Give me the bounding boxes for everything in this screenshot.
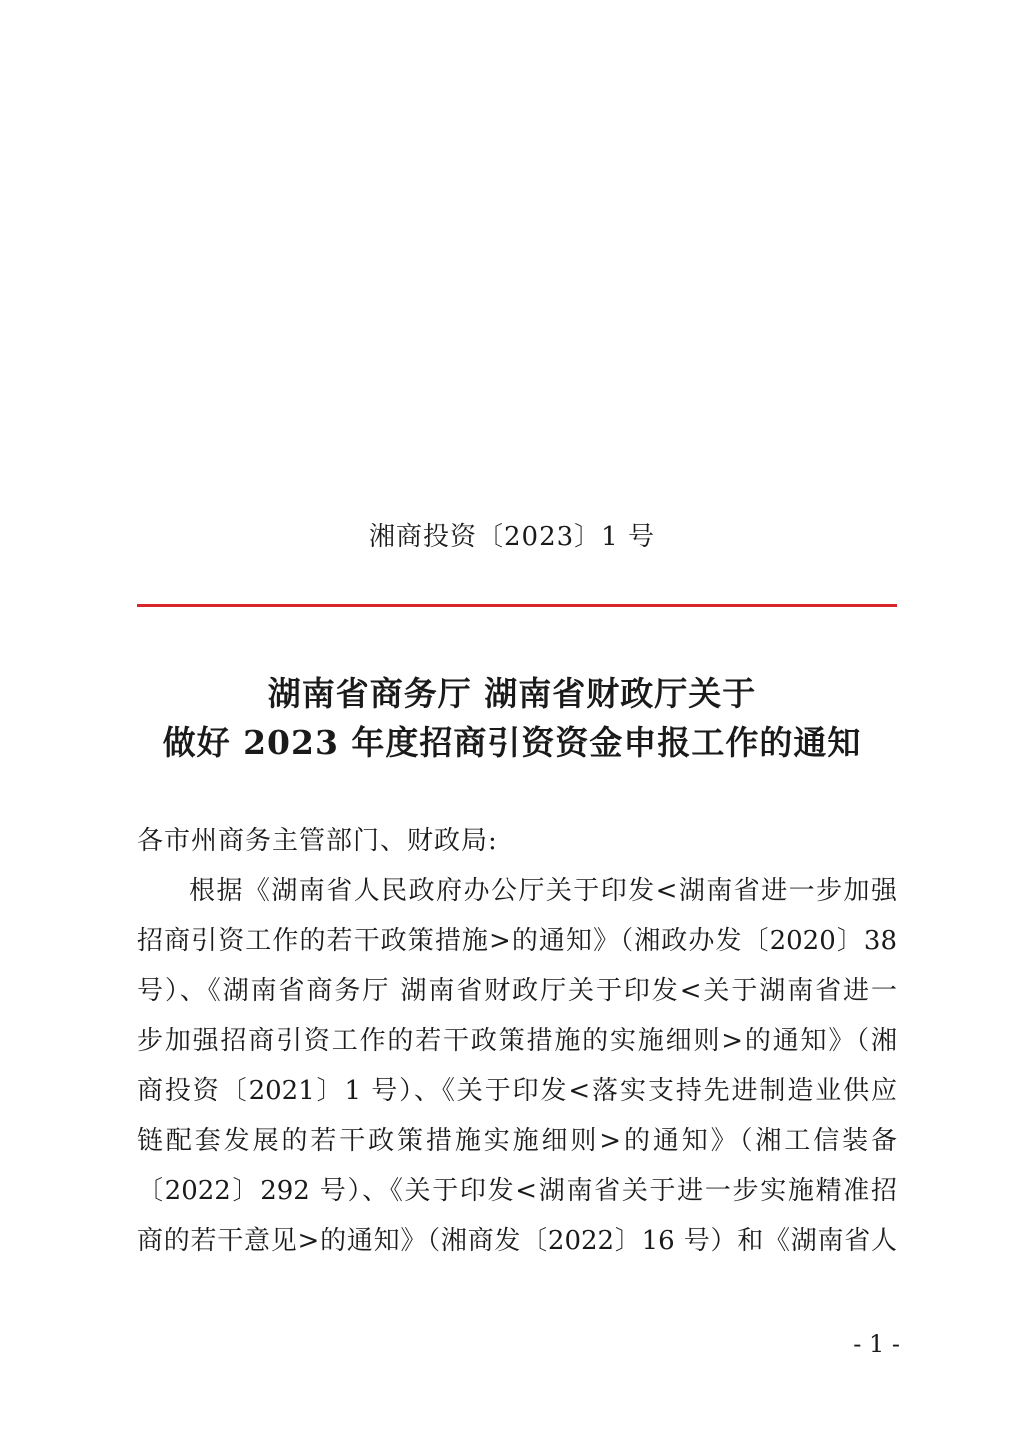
body-line: 步加强招商引资工作的若干政策措施的实施细则>的通知》（湘 bbox=[137, 1026, 897, 1056]
body-line: 商投资〔2021〕1 号）、《关于印发<落实支持先进制造业供应 bbox=[137, 1076, 897, 1106]
document-number: 湘商投资〔2023〕1 号 bbox=[369, 522, 655, 552]
document-title-line-2: 做好 2023 年度招商引资资金申报工作的通知 bbox=[162, 723, 862, 762]
body-line: 号）、《湖南省商务厅 湖南省财政厅关于印发<关于湖南省进一 bbox=[137, 976, 897, 1006]
body-line: 根据《湖南省人民政府办公厅关于印发<湖南省进一步加强 bbox=[189, 876, 897, 906]
body-line: 商的若干意见>的通知》（湘商发〔2022〕16 号）和《湖南省人 bbox=[137, 1226, 897, 1256]
page-number: - 1 - bbox=[853, 1330, 900, 1358]
red-divider-line bbox=[137, 604, 897, 607]
salutation: 各市州商务主管部门、财政局: bbox=[137, 826, 498, 856]
body-line: 链配套发展的若干政策措施实施细则>的通知》（湘工信装备 bbox=[137, 1126, 897, 1156]
body-line: 招商引资工作的若干政策措施>的通知》（湘政办发〔2020〕38 bbox=[137, 926, 897, 956]
document-title-line-1: 湖南省商务厅 湖南省财政厅关于 bbox=[267, 674, 757, 713]
body-line: 〔2022〕292 号）、《关于印发<湖南省关于进一步实施精准招 bbox=[137, 1176, 897, 1206]
